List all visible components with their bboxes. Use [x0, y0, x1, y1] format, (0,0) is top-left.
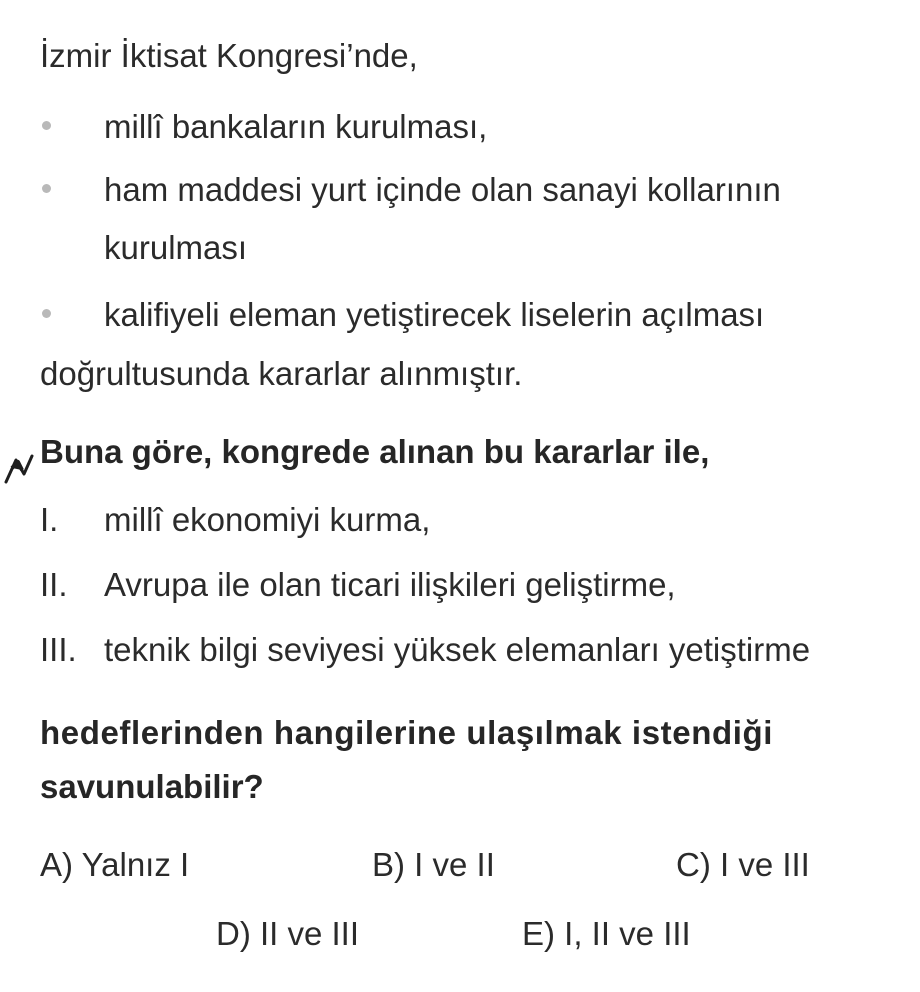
bullet-text: ham maddesi yurt içinde olan sanayi kollarının: [104, 171, 781, 208]
statement-numeral: III.: [40, 631, 77, 668]
option-e[interactable]: E) I, II ve III: [522, 915, 691, 952]
intro-text: İzmir İktisat Kongresi’nde,: [40, 37, 418, 74]
option-c[interactable]: C) I ve III: [676, 846, 810, 883]
bullet-text-continued: kurulması: [104, 229, 248, 266]
statement-text: millî ekonomiyi kurma,: [104, 501, 431, 538]
statement-numeral: II.: [40, 566, 68, 603]
statement-numeral: I.: [40, 501, 59, 538]
bullet-dot-icon: [42, 121, 51, 130]
bullet-text: millî bankaların kurulması,: [104, 108, 488, 145]
bullet-dot-icon: [42, 184, 51, 193]
option-a[interactable]: A) Yalnız I: [40, 846, 190, 883]
handwritten-checkmark-icon: [2, 440, 42, 490]
option-b[interactable]: B) I ve II: [372, 846, 495, 883]
option-d[interactable]: D) II ve III: [216, 915, 360, 952]
statement-text: Avrupa ile olan ticari ilişkileri geliştirme,: [104, 566, 676, 603]
question-end-line2: savunulabilir?: [40, 768, 264, 805]
continuation-text: doğrultusunda kararlar alınmıştır.: [40, 355, 523, 392]
question-lead: Buna göre, kongrede alınan bu kararlar ile,: [40, 433, 710, 470]
bullet-dot-icon: [42, 309, 51, 318]
statement-text: teknik bilgi seviyesi yüksek elemanları yetiştirme: [104, 631, 811, 668]
bullet-text: kalifiyeli eleman yetiştirecek liselerin açılması: [104, 296, 765, 333]
question-end-line1: hedeflerinden hangilerine ulaşılmak istendiği: [40, 714, 774, 751]
